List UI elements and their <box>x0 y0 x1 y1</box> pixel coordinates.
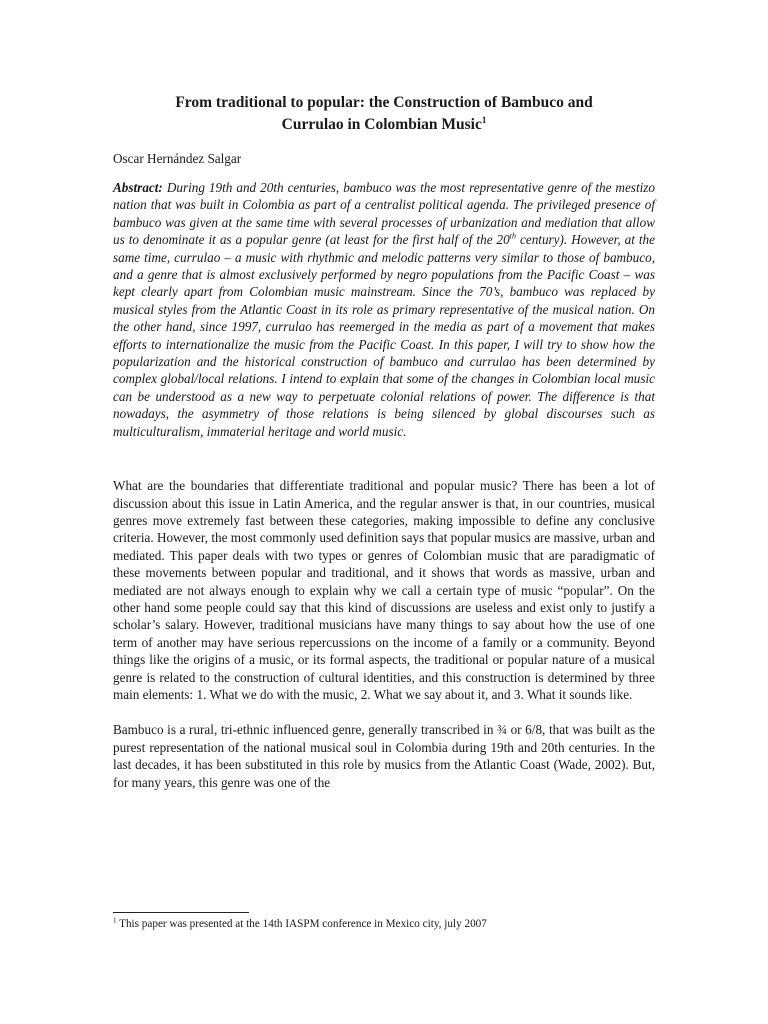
title-line-2: Currulao in Colombian Music <box>281 116 482 133</box>
paper-page <box>113 92 655 791</box>
footnote <box>113 917 655 931</box>
body-paragraph-1: What are the boundaries that differentiate traditional and popular music? There has been a lot of discussion about this issue in Latin America, and the regular answer is that, in our countries, musical genres move extremely fast between these categories, making impossible to define any conclusive criteria. However, the most commonly used definition says that popular musics are massive, urban and mediated. This paper deals with two types or genres of Colombian music that are paradigmatic of these movements between popular and traditional, and it shows that words as massive, urban and mediated are not always enough to explain why we call a certain type of music “popular”. On the other hand some people could say that this kind of discussions are useless and exist only to justify a scholar’s salary. However, traditional musicians have many things to say about how the use of one term of another may have serious repercussions on the income of a family or a community. Beyond things like the origins of a music, or its formal aspects, the traditional or popular nature of a musical genre is related to the construction of cultural identities, and this construction is determined by three main elements: 1. What we do with the music, 2. What we say about it, and 3. What it sounds like. <box>113 478 655 702</box>
abstract-superscript: th <box>509 231 516 241</box>
abstract <box>113 179 655 440</box>
body-paragraph-2: Bambuco is a rural, tri-ethnic influenced genre, generally transcribed in ¾ or 6/8, that was built as the purest representation of the national musical soul in Colombia during 19th and 20th centuries. In the last decades, it has been substituted in this role by musics from the Atlantic Coast (Wade, 2002). But, for many years, this genre was one of the <box>113 722 655 790</box>
footnote-divider <box>113 912 249 913</box>
title-footnote-mark: 1 <box>481 114 487 125</box>
abstract-text-part2: century). However, at the same time, currulao – a music with rhythmic and melodic patterns very similar to those of bambuco, and a genre that is almost exclusively performed by negro populations from the Pacific Coast – was kept clearly apart from Colombian music mainstream. Since the 70’s, bambuco was replaced by musical styles from the Atlantic Coast in its role as primary representative of the musical nation. On the other hand, since 1997, currulao has reemerged in the media as part of a movement that makes efforts to internationalize the music from the Pacific Coast. In this paper, I will try to show how the popularization and the historical construction of bambuco and currulao has been determined by complex global/local relations. I intend to explain that some of the changes in Colombian local music can be understood as a new way to perpetuate colonial relations of power. The difference is that nowadays, the asymmetry of those relations is being silenced by global discourses such as multiculturalism, immaterial heritage and world music. <box>113 232 656 439</box>
author-name: Oscar Hernández Salgar <box>113 151 242 166</box>
footnote-mark: 1 <box>113 916 117 925</box>
paper-title <box>113 92 655 136</box>
title-line-1: From traditional to popular: the Construction of Bambuco and <box>175 94 593 111</box>
footnote-text: This paper was presented at the 14th IASPM conference in Mexico city, july 2007 <box>119 918 487 930</box>
abstract-label: Abstract: <box>113 180 163 195</box>
abstract-text-part1: During 19th and 20th centuries, bambuco was the most representative genre of the mestizo nation that was built in Colombia as part of a centralist political agenda. The privileged presence of bambuco was given at the same time with several processes of urbanization and mediation that allow us to denominate it as a popular genre (at least for the first half of the 20 <box>113 180 655 248</box>
